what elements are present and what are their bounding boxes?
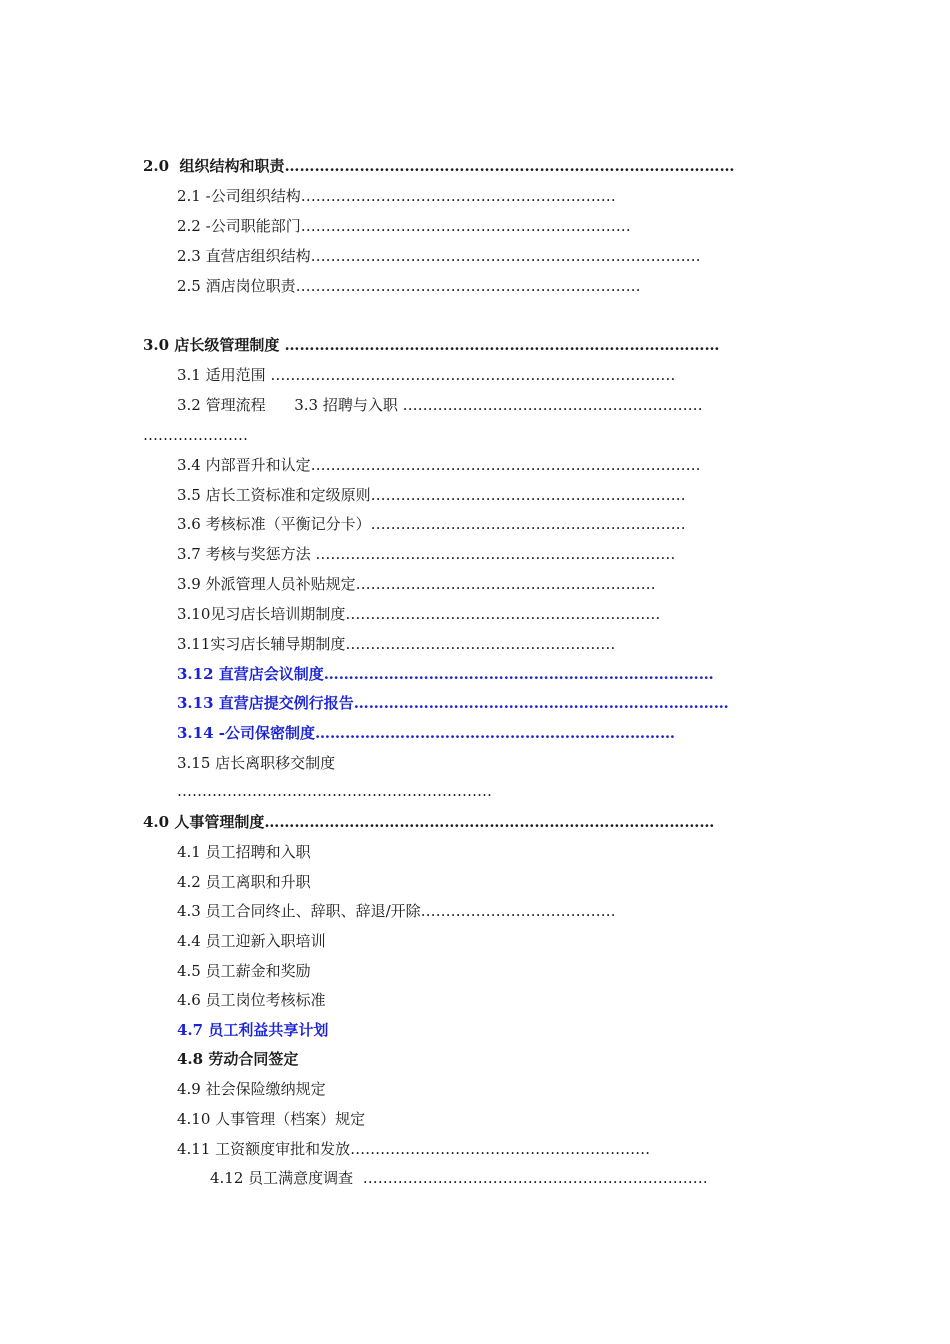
toc-link-4-7[interactable]: 4.7 员工利益共享计划 xyxy=(177,1021,329,1039)
toc-item-3-1: 3.1 适用范围 ……………………………………………………………………… xyxy=(177,366,676,384)
toc-heading-3-0: 3.0 店长级管理制度 …………………………………………………………………………… xyxy=(143,336,720,354)
toc-item-3-5: 3.5 店长工资标准和定级原则……………………………………………………… xyxy=(177,486,686,504)
toc-item-2-5: 2.5 酒店岗位职责…………………………………………………………… xyxy=(177,277,641,295)
toc-item-2-1: 2.1 -公司组织结构……………………………………………………… xyxy=(177,187,616,205)
toc-item-2-2: 2.2 -公司职能部门………………………………………………………… xyxy=(177,217,631,235)
toc-item-3-15: 3.15 店长离职移交制度 xyxy=(177,754,336,772)
toc-item-4-3: 4.3 员工合同终止、辞职、辞退/开除………………………………… xyxy=(177,902,616,920)
toc-link-3-14[interactable]: 3.14 -公司保密制度……………………………………………………………… xyxy=(177,724,675,742)
toc-link-3-13[interactable]: 3.13 直营店提交例行报告………………………………………………………………… xyxy=(177,694,729,712)
toc-item-4-4: 4.4 员工迎新入职培训 xyxy=(177,932,326,950)
toc-item-3-2-3-3: 3.2 管理流程 3.3 招聘与入职 …………………………………………………… xyxy=(177,396,703,414)
toc-item-4-2: 4.2 员工离职和升职 xyxy=(177,873,311,891)
toc-item-4-1: 4.1 员工招聘和入职 xyxy=(177,843,311,861)
toc-item-3-10: 3.10见习店长培训期制度……………………………………………………… xyxy=(177,605,661,623)
toc-item-4-10: 4.10 人事管理（档案）规定 xyxy=(177,1110,366,1128)
toc-item-3-9: 3.9 外派管理人员补贴规定…………………………………………………… xyxy=(177,575,656,593)
toc-item-4-6: 4.6 员工岗位考核标准 xyxy=(177,991,326,1009)
toc-item-4-8: 4.8 劳动合同签定 xyxy=(177,1050,299,1068)
toc-leader-continuation: ………………… xyxy=(143,426,248,444)
toc-item-3-4: 3.4 内部晋升和认定…………………………………………………………………… xyxy=(177,456,701,474)
toc-item-4-11: 4.11 工资额度审批和发放…………………………………………………… xyxy=(177,1140,651,1158)
toc-item-2-3: 2.3 直营店组织结构…………………………………………………………………… xyxy=(177,247,701,265)
toc-item-4-9: 4.9 社会保险缴纳规定 xyxy=(177,1080,326,1098)
toc-heading-2-0: 2.0 组织结构和职责……………………………………………………………………………… xyxy=(143,157,735,175)
toc-link-3-12[interactable]: 3.12 直营店会议制度…………………………………………………………………… xyxy=(177,665,714,683)
toc-item-3-11: 3.11实习店长辅导期制度……………………………………………… xyxy=(177,635,616,653)
toc-heading-4-0: 4.0 人事管理制度……………………………………………………………………………… xyxy=(143,813,715,831)
toc-item-4-12: 4.12 员工满意度调查 …………………………………………………………… xyxy=(210,1169,708,1187)
toc-item-4-5: 4.5 员工薪金和奖励 xyxy=(177,962,311,980)
toc-leader-continuation: ……………………………………………………… xyxy=(177,782,492,800)
toc-item-3-6: 3.6 考核标准（平衡记分卡）……………………………………………………… xyxy=(177,515,686,533)
toc-item-3-7: 3.7 考核与奖惩方法 ……………………………………………………………… xyxy=(177,545,676,563)
